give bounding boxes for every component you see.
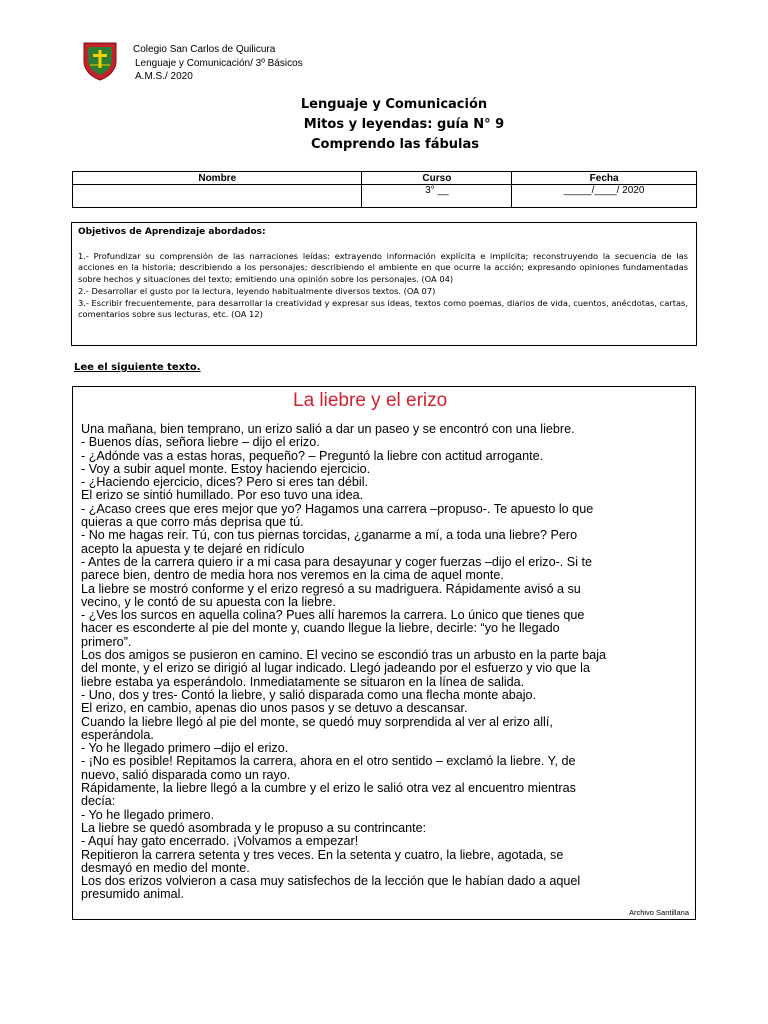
story-line: - ¿Haciendo ejercicio, dices? Pero si eres tan débil. — [81, 475, 368, 490]
story-line: - Aquí hay gato encerrado. ¡Volvamos a empezar! — [81, 834, 359, 849]
story-text — [81, 423, 689, 902]
subject-course: Lenguaje y Comunicación/ 3º Básicos — [135, 57, 303, 69]
story-line: parece bien, dentro de media hora nos veremos en la cima de aquel monte. — [81, 568, 504, 583]
story-line: Rápidamente, la liebre llegó a la cumbre y el erizo le salió otra vez al encuentro mientras — [81, 781, 576, 796]
story-line: esperándola. — [81, 727, 154, 742]
story-line: - Buenos días, señora liebre – dijo el erizo. — [81, 435, 320, 450]
story-line: decía: — [81, 794, 116, 809]
story-title: La liebre y el erizo — [293, 390, 448, 411]
guide-title: Mitos y leyendas: guía N° 9 — [303, 117, 505, 132]
story-line: La liebre se mostró conforme y el erizo regresó a su madriguera. Rápidamente avisó a su — [81, 581, 581, 596]
document-titles — [0, 95, 768, 155]
story-line: - Yo he llegado primero –dijo el erizo. — [81, 741, 289, 756]
story-line: - ¡No es posible! Repitamos la carrera, ahora en el otro sentido – exclamó la liebre. Y, de — [81, 754, 576, 769]
story-line: Una mañana, bien temprano, un erizo salió a dar un paseo y se encontró con una liebre. — [81, 422, 575, 436]
subject-title: Lenguaje y Comunicación — [300, 97, 488, 112]
story-line: La liebre se quedó asombrada y le propuso a su contrincante: — [81, 820, 427, 835]
story-line: El erizo, en cambio, apenas dio unos pasos y se detuvo a descansar. — [81, 701, 468, 716]
story-line: Los dos erizos volvieron a casa muy satisfechos de la lección que le habían dado a aquel — [81, 874, 581, 889]
story-line: nuevo, salió disparada como un rayo. — [81, 767, 291, 782]
story-line: - ¿Ves los surcos en aquella colina? Pues allí haremos la carrera. Lo único que tienes que — [81, 608, 585, 623]
story-line: - Antes de la carrera quiero ir a mi casa para desayunar y coger fuerzas –dijo el erizo-. Si te — [81, 554, 592, 569]
story-line: - ¿Adónde vas a estas horas, pequeño? – Preguntó la liebre con actitud arrogante. — [81, 448, 544, 463]
story-line: - Yo he llegado primero. — [81, 807, 215, 822]
story-box — [72, 386, 696, 920]
fecha-field[interactable]: _____/____/ 2020 — [512, 185, 697, 208]
story-source: Archivo Santillana — [628, 908, 689, 917]
school-crest-icon — [82, 41, 118, 81]
story-line: quieras a que corro más deprisa que tú. — [81, 515, 304, 530]
school-name: Colegio San Carlos de Quilicura — [133, 44, 276, 55]
student-info-table — [72, 171, 697, 208]
author-year: A.M.S./ 2020 — [135, 71, 193, 82]
story-line: Cuando la liebre llegó al pie del monte, se quedó muy sorprendida al ver al erizo allí, — [81, 714, 553, 729]
curso-field[interactable]: 3° __ — [362, 185, 512, 208]
reading-instruction: Lee el siguiente texto. — [74, 362, 201, 373]
story-line: - Uno, dos y tres- Contó la liebre, y salió disparada como una flecha monte abajo. — [81, 687, 537, 702]
topic-title: Comprendo las fábulas — [310, 137, 480, 152]
story-line: - Voy a subir aquel monte. Estoy haciendo ejercicio. — [81, 461, 371, 476]
story-line: primero”. — [81, 634, 132, 649]
story-line: vecino, y le contó de su apuesta con la liebre. — [81, 594, 336, 609]
story-line: del monte, y el erizo se dirigió al lugar indicado. Llegó jadeando por el esfuerzo y vio que la — [81, 661, 590, 676]
story-line: Los dos amigos se pusieron en camino. El vecino se escondió tras un arbusto en la parte baja — [81, 648, 607, 663]
nombre-field[interactable] — [73, 185, 362, 208]
header-fecha: Fecha — [512, 172, 697, 185]
objectives-box — [71, 222, 697, 346]
story-line: - ¿Acaso crees que eres mejor que yo? Hagamos una carrera –propuso-. Te apuesto lo que — [81, 501, 594, 516]
story-line: desmayó en medio del monte. — [81, 860, 250, 875]
header-nombre: Nombre — [73, 172, 362, 185]
story-line: presumido animal. — [81, 887, 184, 902]
header-curso: Curso — [362, 172, 512, 185]
school-header — [133, 43, 303, 84]
objectives-heading: Objetivos de Aprendizaje abordados: — [78, 227, 266, 237]
objective-item: 3.- Escribir frecuentemente, para desarrollar la creatividad y expresar sus ideas, textos como poemas, diarios de vida, cuentos, anécdotas, cartas, comentarios sobre sus lecturas, etc. (OA 12) — [78, 297, 688, 320]
objective-item: 2.- Desarrollar el gusto por la lectura, leyendo habitualmente diversos textos. (OA 07) — [78, 285, 436, 296]
story-line: El erizo se sintió humillado. Por eso tuvo una idea. — [81, 488, 364, 503]
objective-item: 1.- Profundizar su comprensión de las narraciones leídas: extrayendo información explícita e implícita; reconstruyendo la secuencia de las acciones en la historia; describiendo a los personajes; describiendo el ambiente en que ocurre la acción; expresando opiniones fundamentadas sobre hechos y situaciones del texto; emitiendo una opinión sobre los personajes. (OA 04) — [78, 250, 688, 285]
story-line: Repitieron la carrera setenta y tres veces. En la setenta y cuatro, la liebre, agotada, se — [81, 847, 564, 862]
story-line: acepto la apuesta y te dejaré en ridículo — [81, 541, 305, 556]
story-line: hacer es esconderte al pie del monte y, cuando llegue la liebre, decirle: “yo he llegado — [81, 621, 560, 636]
story-line: - No me hagas reír. Tú, con tus piernas torcidas, ¿ganarme a mí, a toda una liebre? Pero — [81, 528, 578, 543]
story-line: liebre estaba ya esperándolo. Inmediatamente se situaron en la línea de salida. — [81, 674, 525, 689]
